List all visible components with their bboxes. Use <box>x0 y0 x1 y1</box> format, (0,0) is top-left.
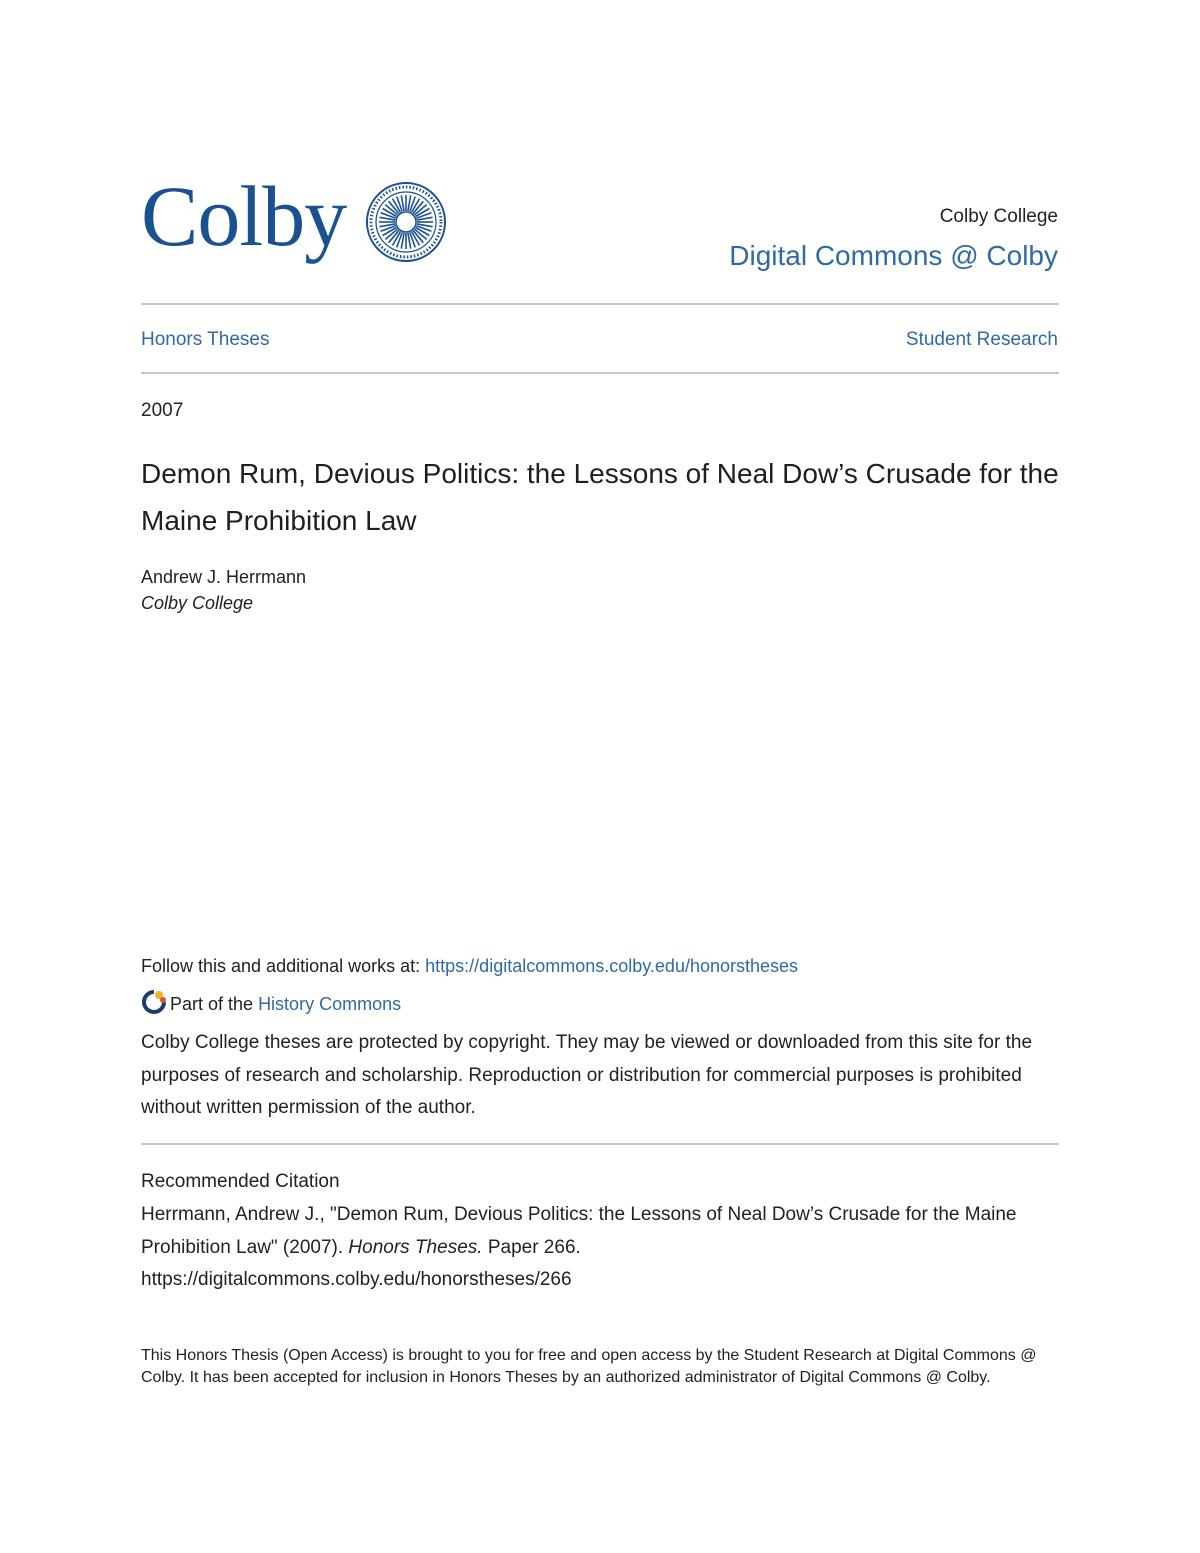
colby-seal-icon <box>365 181 447 263</box>
citation-text: Herrmann, Andrew J., "Demon Rum, Devious Politics: the Lessons of Neal Dow’s Crusade for the Maine Prohibition Law" (2007). <box>141 1204 1017 1258</box>
access-notice: This Honors Thesis (Open Access) is brought to you for free and open access by the Student Research at Digital Commons @ Colby. It has been accepted for inclusion in Honors Theses by an authorized administrator of Digital Commons @ Colby. <box>141 1347 1037 1386</box>
author-affiliation: Colby College <box>141 593 254 613</box>
repository-name[interactable]: Digital Commons @ Colby <box>729 240 1058 271</box>
publication-year: 2007 <box>141 400 184 421</box>
colby-logo <box>141 166 461 276</box>
collection-url-link[interactable]: https://digitalcommons.colby.edu/honorstheses <box>425 956 799 976</box>
author-name: Andrew J. Herrmann <box>141 567 307 587</box>
honors-theses-link[interactable]: Honors Theses <box>141 329 270 350</box>
part-of-line <box>141 988 401 1018</box>
citation-paper: Paper 266. <box>482 1236 581 1258</box>
history-commons-link[interactable]: History Commons <box>258 994 402 1014</box>
citation-url[interactable]: https://digitalcommons.colby.edu/honorstheses/266 <box>141 1269 572 1290</box>
citation-divider <box>141 1143 1059 1145</box>
header-divider <box>141 303 1059 305</box>
citation-series: Honors Theses. <box>348 1236 483 1258</box>
follow-prefix: Follow this and additional works at: <box>141 956 426 976</box>
student-research-link[interactable]: Student Research <box>905 329 1058 350</box>
nav-divider <box>141 372 1059 374</box>
colby-wordmark: Colby <box>141 168 347 264</box>
rights-statement: Colby College theses are protected by copyright. They may be viewed or downloaded from this site for the purposes of research and scholarship. Reproduction or distribution for commercial purposes is prohibited without written permission of the author. <box>141 1032 1033 1118</box>
institution-name: Colby College <box>939 206 1058 227</box>
recommended-citation-heading: Recommended Citation <box>141 1171 340 1192</box>
part-of-prefix: Part of the <box>170 994 259 1014</box>
bepress-network-icon <box>141 988 167 1016</box>
thesis-title: Demon Rum, Devious Politics: the Lessons of Neal Dow’s Crusade for the Maine Prohibition Law <box>141 458 1059 536</box>
recommended-citation <box>141 1199 1066 1297</box>
follow-line <box>141 956 798 977</box>
